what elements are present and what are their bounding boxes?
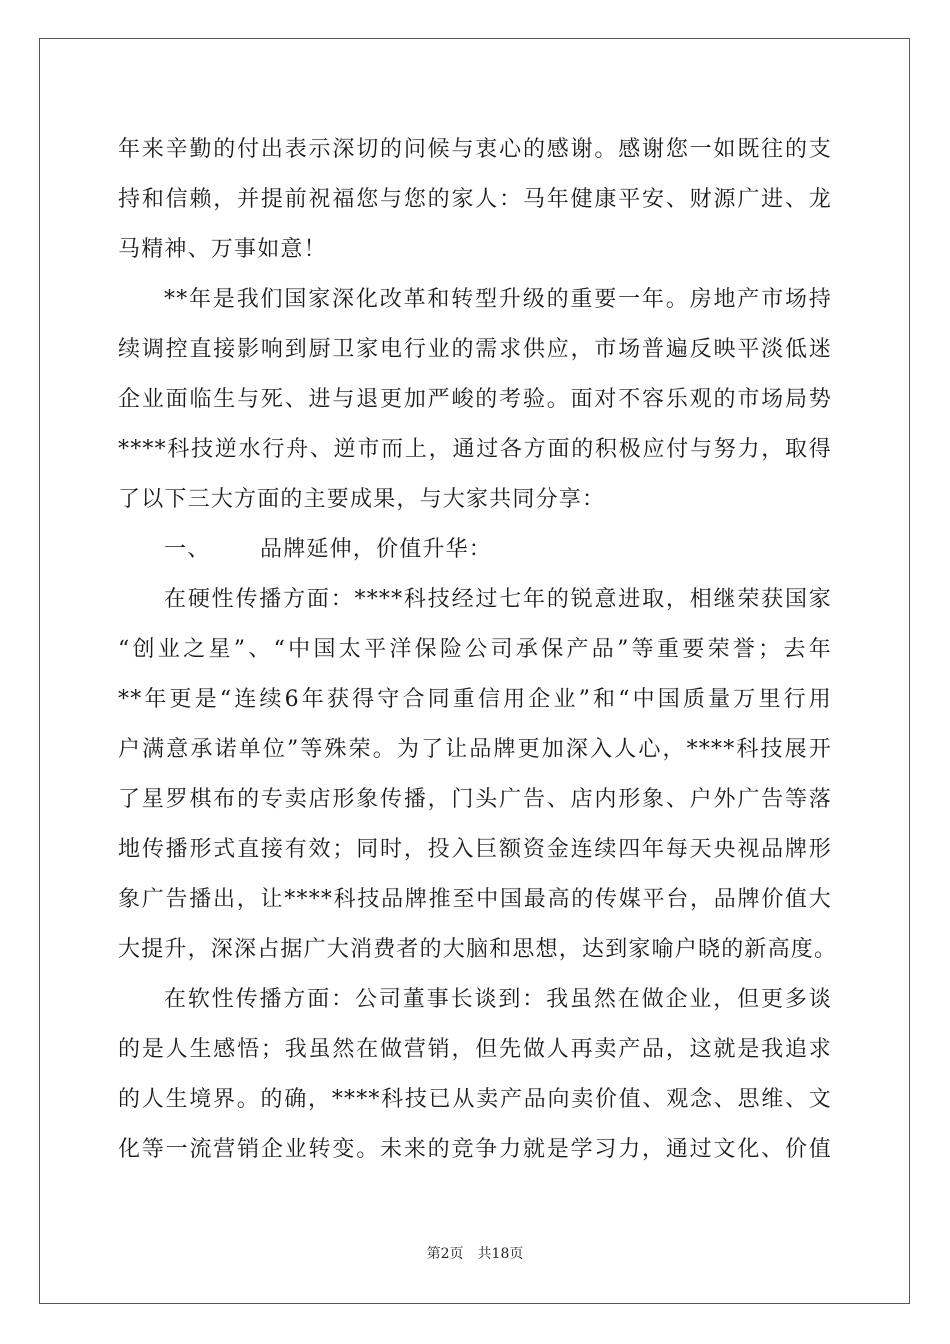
text-line: 户满意承诺单位”等殊荣。为了让品牌更加深入人心，****科技展开 bbox=[118, 737, 832, 762]
text-line: 企业面临生与死、进与退更加严峻的考验。面对不容乐观的市场局势 bbox=[118, 387, 832, 412]
text-line: “创业之星”、“中国太平洋保险公司承保产品”等重要荣誉；去年 bbox=[118, 637, 832, 662]
text-line: 的是人生感悟；我虽然在做营销，但先做人再卖产品，这就是我追求 bbox=[118, 1037, 832, 1062]
section-title: 品牌延伸，价值升华： bbox=[260, 537, 493, 562]
text-line: 了星罗棋布的专卖店形象传播，门头广告、店内形象、户外广告等落 bbox=[118, 787, 832, 812]
document-body bbox=[118, 125, 838, 1175]
section-heading bbox=[118, 525, 832, 575]
text-line: **年更是“连续6年获得守合同重信用企业”和“中国质量万里行用 bbox=[118, 687, 832, 712]
text-line: 马精神、万事如意！ bbox=[118, 237, 327, 262]
text-line: 年来辛勤的付出表示深切的问候与衷心的感谢。感谢您一如既往的支 bbox=[118, 137, 832, 162]
text-line: **年是我们国家深化改革和转型升级的重要一年。房地产市场持 bbox=[164, 287, 832, 312]
page-number: 第2页 bbox=[426, 1246, 464, 1262]
text-line: 象广告播出，让****科技品牌推至中国最高的传媒平台，品牌价值大 bbox=[118, 887, 832, 912]
text-line: 大提升，深深占据广大消费者的大脑和思想，达到家喻户晓的新高度。 bbox=[118, 937, 838, 962]
text-line: 持和信赖，并提前祝福您与您的家人：马年健康平安、财源广进、龙 bbox=[118, 187, 832, 212]
text-line: 续调控直接影响到厨卫家电行业的需求供应，市场普遍反映平淡低迷 bbox=[118, 337, 832, 362]
text-line: ****科技逆水行舟、逆市而上，通过各方面的积极应付与努力，取得 bbox=[118, 437, 832, 462]
text-line: 化等一流营销企业转变。未来的竞争力就是学习力，通过文化、价值 bbox=[118, 1137, 832, 1162]
section-number: 一、 bbox=[164, 537, 211, 562]
text-line: 在硬性传播方面：****科技经过七年的锐意进取，相继荣获国家 bbox=[164, 587, 832, 612]
text-line: 地传播形式直接有效；同时，投入巨额资金连续四年每天央视品牌形 bbox=[118, 837, 832, 862]
page-total: 共18页 bbox=[477, 1246, 524, 1262]
page-footer bbox=[0, 1243, 950, 1263]
text-line: 的人生境界。的确，****科技已从卖产品向卖价值、观念、思维、文 bbox=[118, 1087, 832, 1112]
text-line: 在软性传播方面：公司董事长谈到：我虽然在做企业，但更多谈 bbox=[164, 987, 832, 1012]
text-line: 了以下三大方面的主要成果，与大家共同分享： bbox=[118, 487, 606, 512]
